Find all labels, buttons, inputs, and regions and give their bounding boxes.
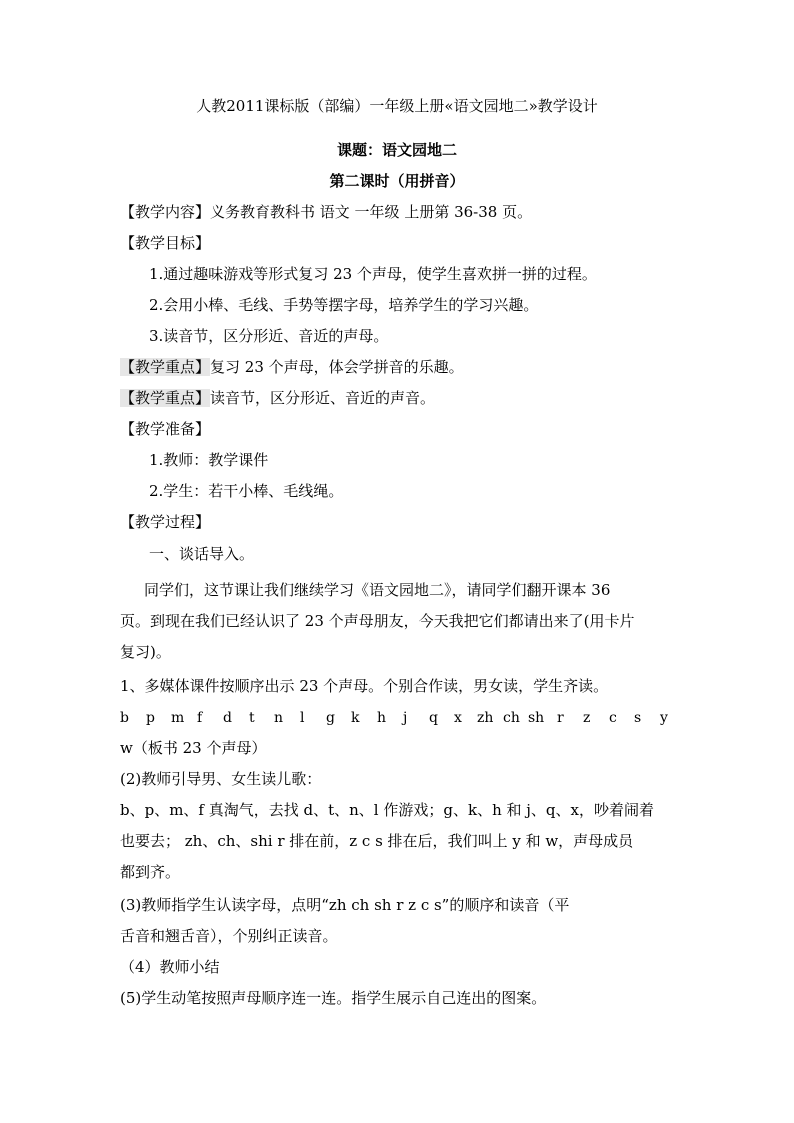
goal-3: 3.读音节，区分形近、音近的声母。	[149, 327, 389, 345]
step-1: 一、谈话导入。	[149, 545, 255, 563]
song-line-2: 也要去； zh、ch、shi r 排在前，z c s 排在后，我们叫上 y 和 w，声母成员	[120, 832, 634, 850]
content-row	[120, 202, 532, 222]
prep-2: 2.学生：若干小棒、毛线绳。	[149, 482, 344, 500]
initial-letter: h	[377, 710, 387, 726]
prep-tag: 【教学准备】	[120, 420, 211, 438]
goal-1: 1.通过趣味游戏等形式复习 23 个声母，使学生喜欢拼一拼的过程。	[149, 265, 597, 283]
initial-letter: g	[326, 710, 335, 726]
initial-letter: n	[274, 710, 284, 726]
content-tag: 【教学内容】	[120, 203, 211, 221]
initial-letter: x	[454, 710, 462, 726]
initial-letter: z	[583, 710, 591, 726]
item-2: (2)教师引导男、女生读儿歌：	[120, 770, 322, 788]
goals-tag: 【教学目标】	[120, 234, 211, 252]
initial-letter: c	[609, 710, 617, 726]
initial-letter: f	[197, 710, 203, 726]
initial-letter: sh	[528, 710, 545, 726]
goal-2: 2.会用小棒、毛线、手势等摆字母，培养学生的学习兴趣。	[149, 296, 539, 314]
item-5: (5)学生动笔按照声母顺序连一连。指学生展示自己连出的图案。	[120, 989, 547, 1007]
initial-letter: p	[146, 710, 155, 726]
initial-letter: d	[223, 710, 232, 726]
lesson-heading: 第二课时（用拼音）	[329, 172, 465, 190]
initial-letter: zh	[477, 710, 494, 726]
item-3-line-1: (3)教师指学生认读字母，点明“zh ch sh r z c s”的顺序和读音（平	[120, 896, 570, 914]
initials-line-2: w（板书 23 个声母）	[120, 739, 267, 757]
initial-letter: m	[171, 710, 185, 726]
paragraph-1-line-3: 复习)。	[120, 643, 171, 661]
initial-letter: s	[634, 710, 642, 726]
song-line-1: b、p、m、f 真淘气，去找 d、t、n、l 作游戏；g、k、h 和 j、q、x，吵着闹着	[120, 801, 654, 819]
key-point-1-row	[120, 357, 464, 377]
key-point-1-text: 复习 23 个声母，体会学拼音的乐趣。	[210, 358, 464, 376]
initial-letter: k	[351, 710, 360, 726]
prep-1: 1.教师：教学课件	[149, 451, 269, 469]
initial-letter: b	[120, 710, 129, 726]
initial-letter: q	[429, 710, 438, 726]
item-4: （4）教师小结	[120, 958, 220, 976]
item-3-line-2: 舌音和翘舌音），个别纠正读音。	[120, 927, 338, 945]
initial-letter: y	[660, 710, 668, 726]
key-point-2-text: 读音节，区分形近、音近的声音。	[210, 389, 436, 407]
process-tag: 【教学过程】	[120, 513, 211, 531]
document-title: 人教2011课标版（部编）一年级上册«语文园地二»教学设计	[196, 97, 598, 115]
subject-heading: 课题：语文园地二	[336, 141, 457, 159]
key-point-2-tag: 【教学重点】	[120, 389, 211, 407]
initial-letter: ch	[503, 710, 520, 726]
key-point-2-row	[120, 388, 435, 408]
initial-letter: t	[249, 710, 255, 726]
paragraph-1-line-1: 同学们，这节课让我们继续学习《语文园地二》，请同学们翻开课本 36	[144, 581, 611, 599]
initial-letter: l	[300, 710, 305, 726]
content-text: 义务教育教科书 语文 一年级 上册第 36-38 页。	[210, 203, 533, 221]
initial-letter: j	[403, 710, 408, 726]
song-line-3: 都到齐。	[120, 863, 181, 881]
key-point-1-tag: 【教学重点】	[120, 358, 211, 376]
initial-letter: r	[557, 710, 564, 726]
item-1: 1、多媒体课件按顺序出示 23 个声母。个别合作读，男女读，学生齐读。	[120, 677, 609, 695]
paragraph-1-line-2: 页。到现在我们已经认识了 23 个声母朋友，今天我把它们都请出来了(用卡片	[120, 612, 635, 630]
